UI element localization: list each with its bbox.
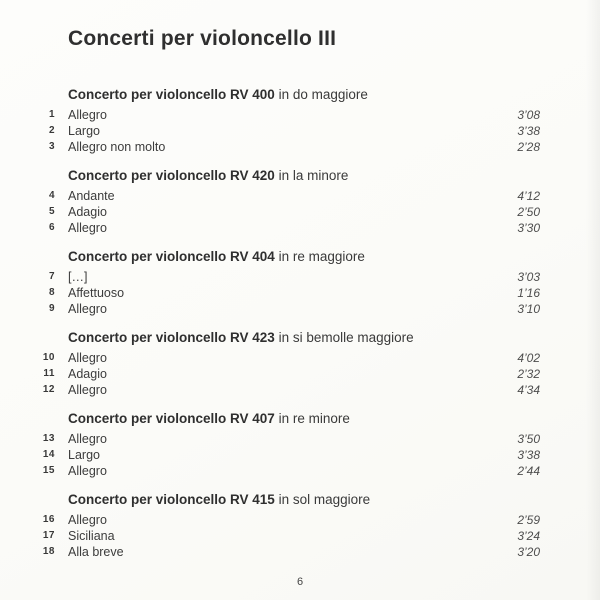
track-name: Allegro [68, 513, 107, 527]
track-name: Allegro [68, 432, 107, 446]
track-duration: 4’12 [517, 189, 540, 203]
track-name: Affettuoso [68, 286, 125, 300]
track-number: 6 [48, 222, 55, 233]
concerto-title [0, 168, 600, 183]
concerto-work-name: Concerto per violoncello RV 407 [68, 411, 275, 426]
track-duration: 3’08 [517, 108, 540, 122]
concerto-section [0, 249, 600, 317]
concerto-work-name: Concerto per violoncello RV 423 [68, 330, 275, 345]
track-row [0, 204, 600, 220]
track-duration: 4’02 [517, 351, 540, 365]
concerto-section [0, 330, 600, 398]
track-name: Allegro [68, 108, 107, 122]
track-number: 9 [48, 303, 55, 314]
track-duration: 2’28 [517, 140, 540, 154]
track-name: Allegro [68, 302, 107, 316]
track-name: Adagio [68, 367, 107, 381]
track-name: Andante [68, 189, 115, 203]
track-list [0, 107, 600, 155]
track-number: 3 [48, 141, 55, 152]
track-duration: 2’59 [517, 513, 540, 527]
track-name: Allegro non molto [68, 140, 166, 154]
concerto-key: in la minore [274, 168, 349, 183]
track-name: Allegro [68, 221, 107, 235]
concerto-section [0, 87, 600, 155]
track-number: 18 [42, 546, 55, 557]
track-number: 10 [42, 352, 55, 363]
track-row [0, 382, 600, 398]
track-row [0, 285, 600, 301]
track-duration: 3’38 [517, 124, 540, 138]
track-duration: 3’30 [517, 221, 540, 235]
track-number: 1 [48, 109, 55, 120]
concerto-section [0, 492, 600, 560]
track-row [0, 269, 600, 285]
concerto-title [0, 492, 600, 507]
track-name: Allegro [68, 383, 107, 397]
track-duration: 2’32 [517, 367, 540, 381]
track-row [0, 431, 600, 447]
track-number: 2 [48, 125, 55, 136]
track-row [0, 220, 600, 236]
concerto-key: in sol maggiore [274, 492, 371, 507]
track-name: Siciliana [68, 529, 115, 543]
concerto-work-name: Concerto per violoncello RV 420 [68, 168, 275, 183]
track-number: 17 [42, 530, 55, 541]
concerto-key: in re minore [274, 411, 350, 426]
concerto-section [0, 411, 600, 479]
track-duration: 2’44 [517, 464, 540, 478]
concerto-work-name: Concerto per violoncello RV 404 [68, 249, 275, 264]
track-number: 11 [43, 368, 55, 379]
track-list [0, 431, 600, 479]
concerto-title [0, 330, 600, 345]
track-name: […] [68, 270, 88, 284]
concerto-work-name: Concerto per violoncello RV 400 [68, 87, 275, 102]
page-title: Concerti per violoncello III [68, 27, 337, 50]
track-row [0, 366, 600, 382]
track-row [0, 512, 600, 528]
page-number: 6 [296, 576, 304, 588]
track-name: Alla breve [68, 545, 124, 559]
track-name: Allegro [68, 351, 107, 365]
track-number: 15 [42, 465, 55, 476]
track-duration: 3’38 [517, 448, 540, 462]
track-duration: 3’24 [517, 529, 540, 543]
track-number: 12 [42, 384, 55, 395]
track-row [0, 301, 600, 317]
track-duration: 3’10 [517, 302, 540, 316]
concerto-key: in re maggiore [274, 249, 365, 264]
concerto-section [0, 168, 600, 236]
track-row [0, 188, 600, 204]
track-number: 16 [42, 514, 55, 525]
track-row [0, 139, 600, 155]
track-number: 13 [42, 433, 55, 444]
track-number: 5 [48, 206, 55, 217]
track-list [0, 350, 600, 398]
track-number: 8 [48, 287, 55, 298]
concerto-title [0, 87, 600, 102]
track-row [0, 544, 600, 560]
track-list [0, 269, 600, 317]
track-name: Largo [68, 448, 100, 462]
track-number: 7 [48, 271, 55, 282]
track-duration: 4’34 [517, 383, 540, 397]
track-duration: 2’50 [517, 205, 540, 219]
track-name: Largo [68, 124, 100, 138]
concerto-title [0, 411, 600, 426]
track-row [0, 447, 600, 463]
track-row [0, 528, 600, 544]
concerto-title [0, 249, 600, 264]
track-row [0, 350, 600, 366]
track-list [0, 188, 600, 236]
track-duration: 3’03 [517, 270, 540, 284]
track-number: 14 [42, 449, 55, 460]
concerto-key: in si bemolle maggiore [274, 330, 414, 345]
track-name: Allegro [68, 464, 107, 478]
track-duration: 3’20 [517, 545, 540, 559]
concerto-work-name: Concerto per violoncello RV 415 [68, 492, 275, 507]
concerto-list [0, 87, 600, 560]
track-list [0, 512, 600, 560]
concerto-key: in do maggiore [274, 87, 368, 102]
track-name: Adagio [68, 205, 107, 219]
track-row [0, 107, 600, 123]
track-number: 4 [48, 190, 55, 201]
track-row [0, 463, 600, 479]
track-duration: 1’16 [517, 286, 540, 300]
track-row [0, 123, 600, 139]
track-duration: 3’50 [517, 432, 540, 446]
